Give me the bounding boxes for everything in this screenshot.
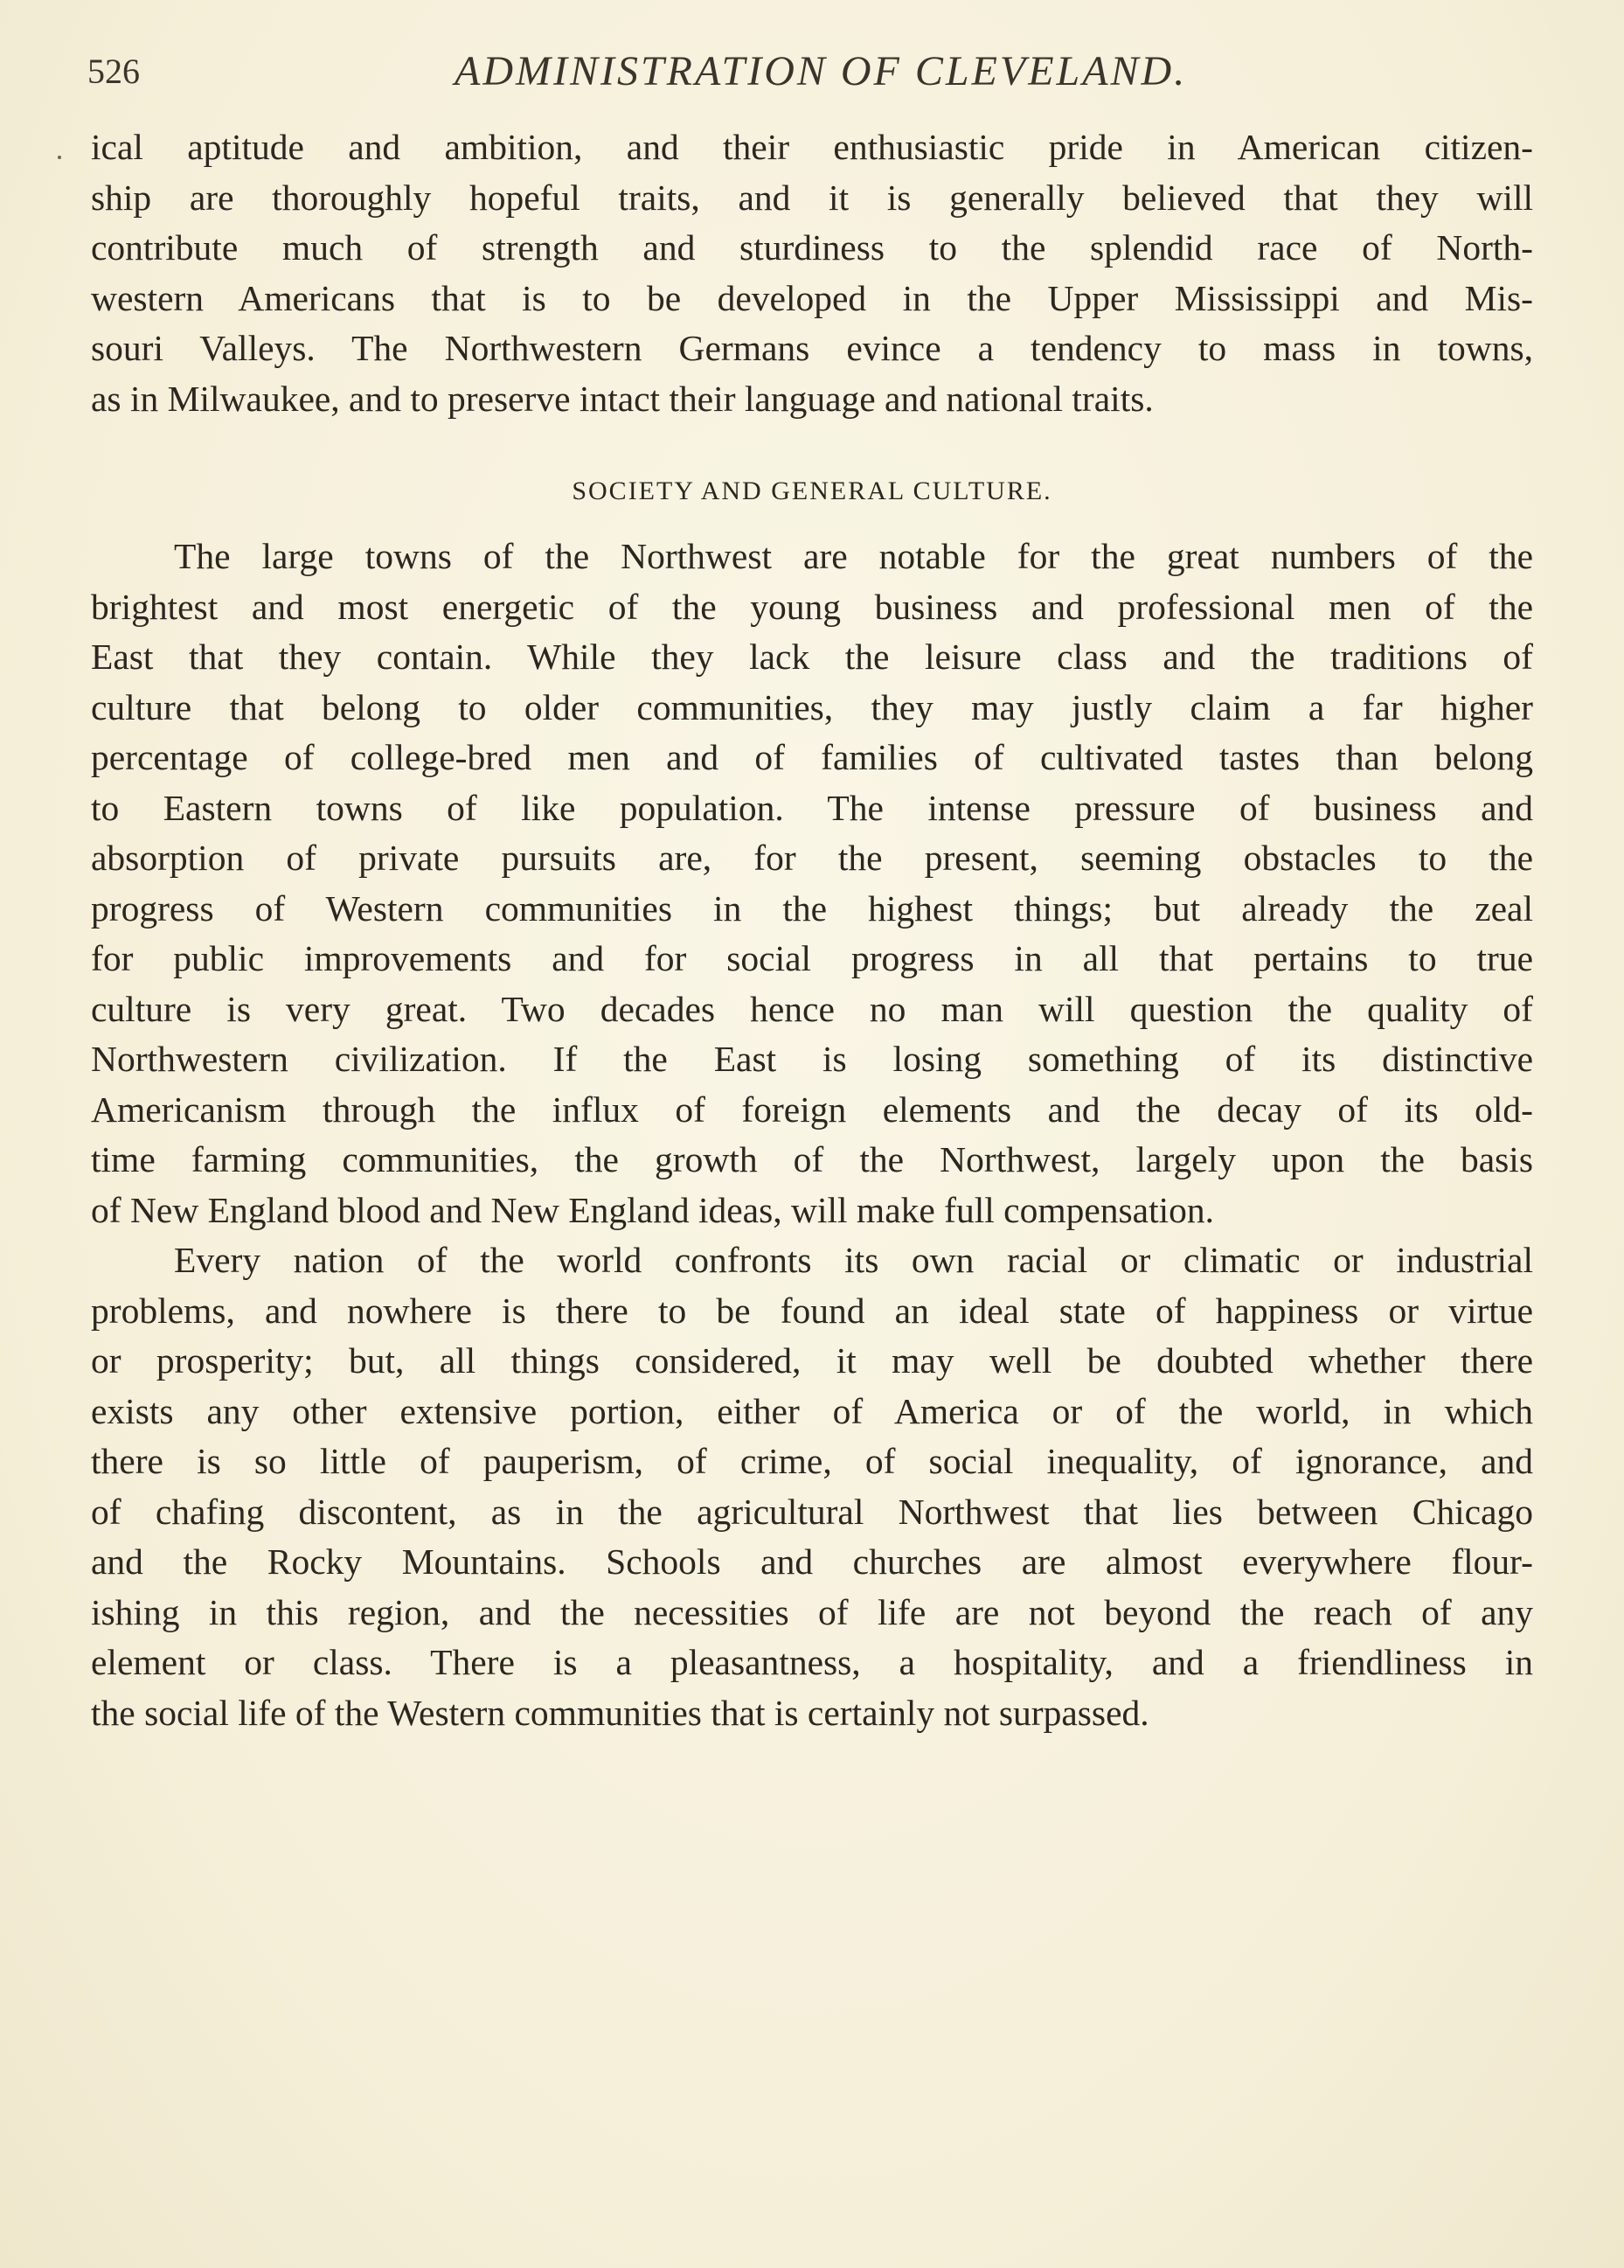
text-line: for public improvements and for social progress in all that pertains to true <box>91 938 1533 978</box>
text-line: contribute much of strength and sturdiness to the splendid race of North- <box>91 227 1533 268</box>
text-line: progress of Western communities in the highest things; but already the zeal <box>91 887 1533 929</box>
text-line: as in Milwaukee, and to preserve intact their language and national traits. <box>91 378 1154 419</box>
page-header <box>87 44 1538 105</box>
text-line: absorption of private pursuits are, for the present, seeming obstacles to the <box>91 838 1533 878</box>
text-line: to Eastern towns of like population. The intense pressure of business and <box>91 787 1533 828</box>
running-title: ADMINISTRATION OF CLEVELAND. <box>455 48 1188 94</box>
text-line: souri Valleys. The Northwestern Germans evince a tendency to mass in towns, <box>91 328 1533 368</box>
text-line: culture is very great. Two decades hence no man will question the quality of <box>91 988 1533 1029</box>
text-line: brightest and most energetic of the young business and professional men of the <box>91 586 1533 627</box>
text-line: or prosperity; but, all things considered, it may well be doubted whether there <box>91 1340 1533 1381</box>
text-line: there is so little of pauperism, of crime, of social inequality, of ignorance, and <box>91 1441 1533 1481</box>
text-line: time farming communities, the growth of the Northwest, largely upon the basis <box>91 1139 1533 1179</box>
text-line: problems, and nowhere is there to be found an ideal state of happiness or virtue <box>91 1290 1533 1331</box>
text-line: The large towns of the Northwest are notable for the great numbers of the <box>174 536 1533 576</box>
text-line: western Americans that is to be developed in the Upper Mississippi and Mis- <box>91 277 1533 318</box>
print-speck <box>58 156 61 159</box>
text-line: ship are thoroughly hopeful traits, and it is generally believed that they will <box>91 177 1533 218</box>
text-line: East that they contain. While they lack the leisure class and the traditions of <box>91 637 1533 677</box>
text-line: ishing in this region, and the necessities of life are not beyond the reach of any <box>91 1591 1533 1632</box>
text-line: culture that belong to older communities, they may justly claim a far higher <box>91 686 1533 727</box>
text-line: of chafing discontent, as in the agricultural Northwest that lies between Chicago <box>91 1491 1533 1532</box>
section-heading: SOCIETY AND GENERAL CULTURE. <box>572 477 1052 505</box>
text-line: Every nation of the world confronts its own racial or climatic or industrial <box>174 1240 1533 1280</box>
text-line: exists any other extensive portion, either of America or of the world, in which <box>91 1390 1533 1431</box>
text-line: ical aptitude and ambition, and their enthusiastic pride in American citizen- <box>91 127 1533 167</box>
paragraph-every-nation <box>91 1235 1533 1738</box>
text-line: and the Rocky Mountains. Schools and churches are almost everywhere flour- <box>91 1541 1533 1582</box>
page-number: 526 <box>87 52 140 91</box>
text-line: element or class. There is a pleasantness, a hospitality, and a friendliness in <box>91 1642 1533 1682</box>
text-line: the social life of the Western communities that is certainly not surpassed. <box>91 1692 1149 1733</box>
paragraph-society <box>91 532 1533 1235</box>
text-line: Americanism through the influx of foreign elements and the decay of its old- <box>91 1089 1533 1130</box>
text-line: of New England blood and New England ideas, will make full compensation. <box>91 1189 1215 1230</box>
text-line: Northwestern civilization. If the East is losing something of its distinctive <box>91 1039 1533 1079</box>
text-line: percentage of college-bred men and of families of cultivated tastes than belong <box>91 737 1533 777</box>
paragraph-continued <box>91 122 1533 424</box>
